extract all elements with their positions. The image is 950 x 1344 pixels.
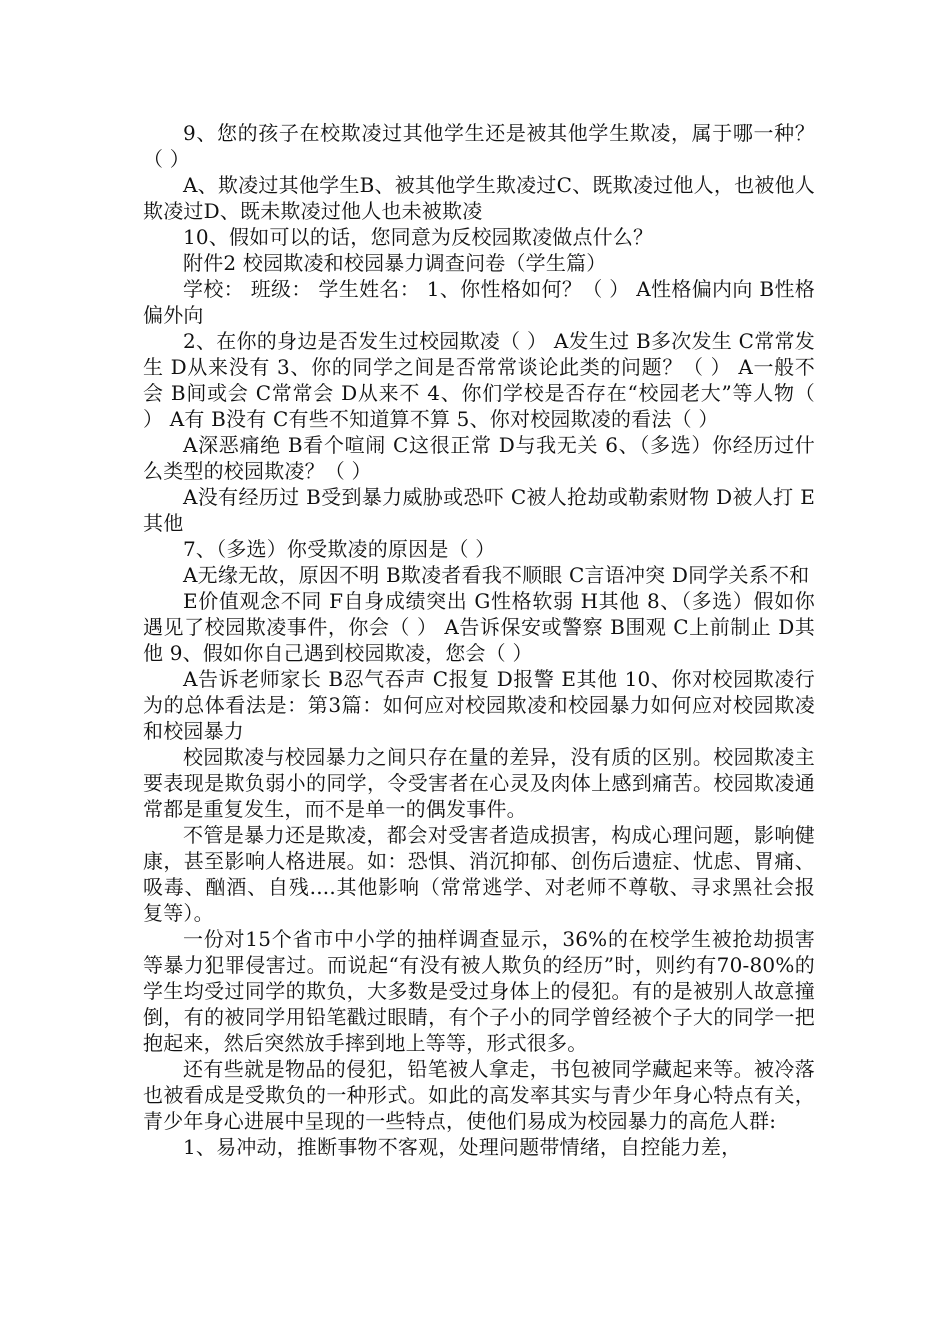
- document-body: [143, 120, 815, 1160]
- paragraph-student-q1: 学校： 班级： 学生姓名： 1、你性格如何？（ ） A性格偏内向 B性格偏外向: [143, 277, 815, 327]
- paragraph-student-q9-q10: A告诉老师家长 B忍气吞声 C报复 D报警 E其他 10、你对校园欺凌行为的总体看法是：第3篇：如何应对校园欺凌和校园暴力如何应对校园欺凌和校园暴力: [143, 667, 815, 743]
- paragraph-q9-parent: 9、您的孩子在校欺凌过其他学生还是被其他学生欺凌，属于哪一种？（ ）: [143, 121, 815, 171]
- paragraph-student-q2-q5: 2、在你的身边是否发生过校园欺凌（ ） A发生过 B多次发生 C常常发生 D从来没有 3、你的同学之间是否常常谈论此类的问题？（ ） A一般不会 B间或会 C常常会 D从来不 4、你们学校是否存在“校园老大”等人物（ ） A有 B没有 C有些不知道算不算 5、你对校园欺凌的看法（ ）: [143, 329, 815, 431]
- paragraph-definition: 校园欺凌与校园暴力之间只存在量的差异，没有质的区别。校园欺凌主要表现是欺负弱小的同学，令受害者在心灵及肉体上感到痛苦。校园欺凌通常都是重复发生，而不是单一的偶发事件。: [143, 745, 815, 821]
- paragraph-q9-options: A、欺凌过其他学生B、被其他学生欺凌过C、既欺凌过他人，也被他人欺凌过D、既未欺凌过他人也未被欺凌: [143, 173, 815, 223]
- paragraph-property: 还有些就是物品的侵犯，铅笔被人拿走，书包被同学藏起来等。被冷落也被看成是受欺负的一种形式。如此的高发率其实与青少年身心特点有关，青少年身心进展中呈现的一些特点，使他们易成为校园暴力的高危人群:: [143, 1057, 815, 1133]
- paragraph-survey: 一份对15个省市中小学的抽样调查显示，36%的在校学生被抢劫损害等暴力犯罪侵害过。而说起“有没有被人欺负的经历”时，则约有70-80%的学生均受过同学的欺负，大多数是受过身体上的侵犯。有的是被别人故意撞倒，有的被同学用铅笔戳过眼睛，有个子小的同学曾经被个子大的同学一把抱起来，然后突然放手摔到地上等等，形式很多。: [143, 927, 815, 1055]
- paragraph-student-q5-q6: A深恶痛绝 B看个喧闹 C这很正常 D与我无关 6、（多选）你经历过什么类型的校园欺凌？（ ）: [143, 433, 815, 483]
- paragraph-student-q6-options: A没有经历过 B受到暴力威胁或恐吓 C被人抢劫或勒索财物 D被人打 E其他: [143, 485, 815, 535]
- paragraph-traits-1: 1、易冲动，推断事物不客观，处理问题带情绪，自控能力差，: [183, 1135, 742, 1159]
- paragraph-student-q7-q9: E价值观念不同 F自身成绩突出 G性格软弱 H其他 8、（多选）假如你遇见了校园欺凌事件，你会（ ） A告诉保安或警察 B围观 C上前制止 D其他 9、假如你自己遇到校园欺凌，您会（ ）: [143, 589, 815, 665]
- paragraph-q10-parent: 10、假如可以的话，您同意为反校园欺凌做点什么？: [183, 225, 654, 249]
- paragraph-student-q7: 7、（多选）你受欺凌的原因是（ ）: [183, 537, 496, 561]
- paragraph-appendix-title: 附件2 校园欺凌和校园暴力调查问卷（学生篇）: [183, 251, 607, 275]
- paragraph-harm: 不管是暴力还是欺凌，都会对受害者造成损害，构成心理问题，影响健康，甚至影响人格进展。如：恐惧、消沉抑郁、创伤后遗症、忧虑、胃痛、吸毒、酗酒、自残....其他影响（常常逃学、对老师不尊敬、寻求黑社会报复等）。: [143, 823, 815, 925]
- paragraph-student-q7-options-a: A无缘无故，原因不明 B欺凌者看我不顺眼 C言语冲突 D同学关系不和: [183, 563, 810, 587]
